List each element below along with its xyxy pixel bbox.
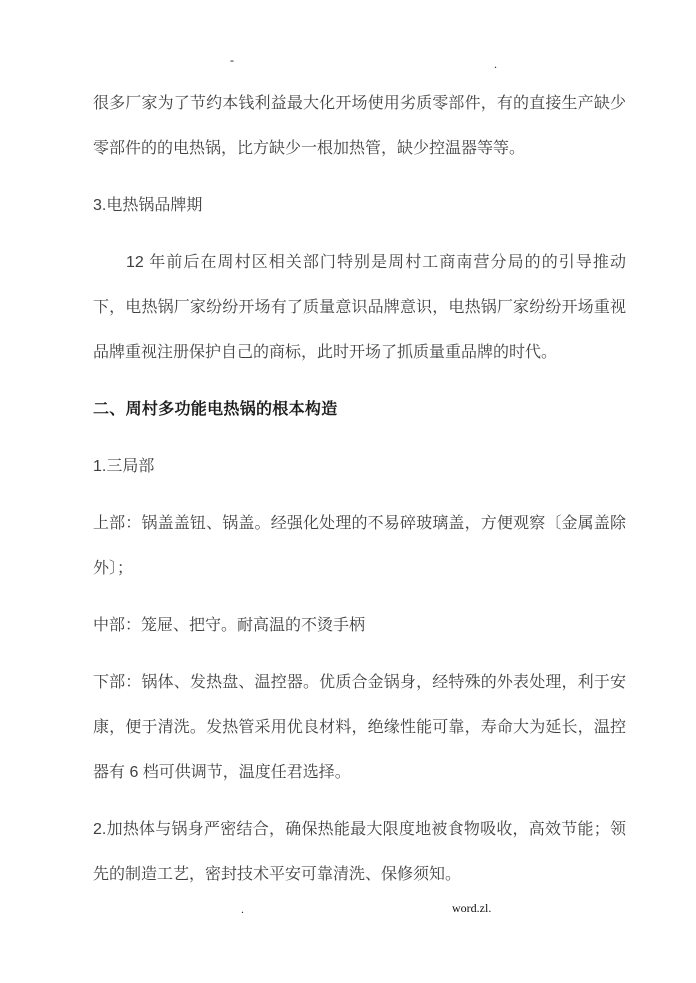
paragraph-three-parts: 1.三局部 xyxy=(93,458,155,475)
paragraph-middle-part: 中部：笼屉、把守。耐高温的不烫手柄 xyxy=(93,617,366,634)
footer-dot-mark: . xyxy=(241,902,244,916)
header-dot-mark: . xyxy=(494,57,497,71)
section-heading-brand-era: 3.电热锅品牌期 xyxy=(93,197,203,214)
paragraph-upper-part: 上部：锅盖盖钮、锅盖。经强化处理的不易碎玻璃盖，方便观察〔金属盖除外〕； xyxy=(93,515,626,577)
footer-watermark: word.zl. xyxy=(452,901,492,915)
paragraph-defective-parts: 很多厂家为了节约本钱利益最大化开场使用劣质零部件，有的直接生产缺少零部件的的电热锅，比方缺少一根加热管，缺少控温器等等。 xyxy=(93,95,626,157)
paragraph-lower-part: 下部：锅体、发热盘、温控器。优质合金锅身，经特殊的外表处理，利于安康，便于清洗。发热管采用优良材料，绝缘性能可靠，寿命大为延长，温控器有 6 档可供调节，温度任君选择。 xyxy=(93,674,626,781)
section-heading-structure: 二、周村多功能电热锅的根本构造 xyxy=(93,401,338,418)
paragraph-brand-awareness: 12 年前后在周村区相关部门特别是周村工商南营分局的的引导推动下，电热锅厂家纷纷开场有了质量意识品牌意识，电热锅厂家纷纷开场重视品牌重视注册保护自己的商标，此时开场了抓质量重品牌的时代。 xyxy=(93,254,626,361)
document-body xyxy=(93,81,626,909)
header-dash-mark: - xyxy=(230,53,234,67)
paragraph-heating-body: 2.加热体与锅身严密结合，确保热能最大限度地被食物吸收，高效节能；领先的制造工艺，密封技术平安可靠清洗、保修须知。 xyxy=(93,821,626,883)
